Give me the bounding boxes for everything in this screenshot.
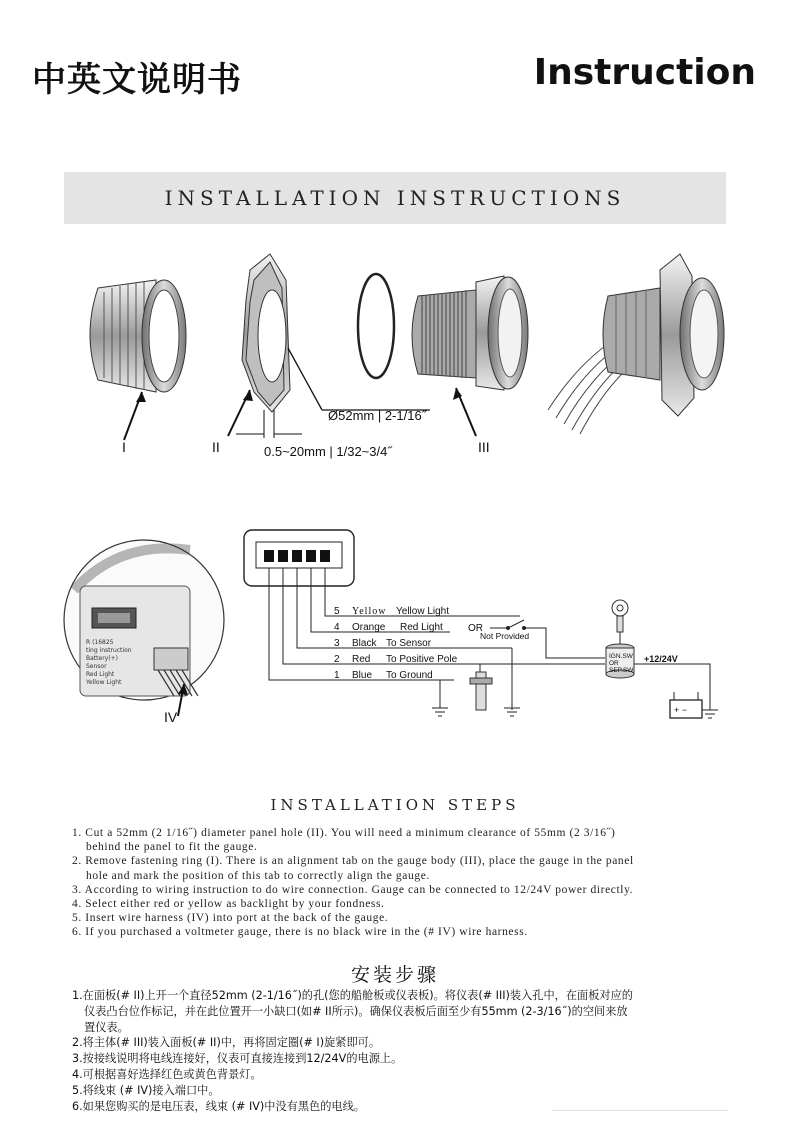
chinese-step-1: 1.在面板(# II)上开一个直径52mm (2-1/16˝)的孔(您的船舱板或仪表板)。将仪表(# III)装入孔中，在面板对应的 [72, 989, 633, 1002]
installation-steps-heading: INSTALLATION STEPS [270, 796, 520, 814]
wire-4-color: Orange [352, 622, 386, 633]
wire-2-color: Red [352, 654, 371, 665]
installation-instructions-banner [64, 172, 726, 224]
thickness-dimension: 0.5~20mm | 1/32~3/4˝ [264, 444, 392, 459]
label-part-iv: IV [164, 709, 178, 725]
wire-4-num: 4 [334, 622, 340, 633]
sensor-icon [470, 672, 492, 710]
switch-label-sep: SEP.SW [609, 667, 634, 674]
chinese-step-6: 6.如果您购买的是电压表，线束 (# IV)中没有黑色的电线。 [72, 1099, 365, 1113]
diameter-dimension: Ø52mm | 2-1/16˝ [328, 408, 427, 423]
chinese-step-4: 4.可根据喜好选择红色或黄色背景灯。 [72, 1067, 262, 1081]
fastening-ring-illustration [90, 280, 186, 440]
switch-label-or: OR [609, 660, 619, 667]
english-step-6: 6. If you purchased a voltmeter gauge, there is no black wire in the (# IV) wire harness. [72, 926, 528, 939]
assembled-gauge-illustration [548, 254, 724, 434]
battery-icon [670, 692, 702, 718]
wire-1-color: Blue [352, 670, 373, 681]
wire-5-color: Yellow [352, 606, 387, 617]
footer-rule [552, 1110, 728, 1111]
wire-3-color: Black [352, 638, 377, 649]
connector-block [244, 530, 354, 586]
english-step-5: 5. Insert wire harness (IV) into port at the back of the gauge. [72, 912, 389, 925]
chinese-steps-list [72, 988, 752, 1114]
page-title-english: Instruction [533, 52, 756, 93]
label-part-ii: II [212, 439, 220, 455]
english-step-1-cont: behind the panel to fit the gauge. [86, 841, 258, 854]
wire-1-num: 1 [334, 670, 340, 681]
gasket-illustration [358, 274, 394, 378]
wire-5-num: 5 [334, 606, 340, 617]
english-step-2: 2. Remove fastening ring (I). There is an alignment tab on the gauge body (III), place the gauge in the panel [72, 855, 634, 868]
voltage-label: +12/24V [644, 654, 678, 664]
english-step-3: 3. According to wiring instruction to do wire connection. Gauge can be connected to 12/24V power directly. [72, 883, 634, 896]
svg-text:Battery(+): Battery(+) [86, 655, 118, 662]
connector-detail-inset [64, 540, 224, 716]
wire-5-desc: Yellow Light [396, 606, 450, 617]
ignition-switch-icon [606, 644, 634, 678]
wiring-diagram [60, 520, 750, 730]
chinese-step-3: 3.按接线说明将电线连接好，仪表可直接连接到12/24V的电源上。 [72, 1052, 403, 1066]
wire-4-desc: Red Light [400, 622, 443, 633]
svg-text:Yellow Light: Yellow Light [86, 679, 122, 686]
chinese-step-5: 5.将线束 (# IV)接入端口中。 [72, 1083, 220, 1097]
parts-diagram [60, 240, 750, 470]
wire-1-desc: To Ground [386, 670, 433, 681]
ignition-key-icon [612, 600, 628, 632]
not-provided-label: Not Provided [480, 631, 530, 641]
chinese-step-1-cont2: 置仪表。 [84, 1020, 129, 1034]
svg-text:Red Light: Red Light [86, 671, 115, 678]
english-step-4: 4. Select either red or yellow as backlight by your fondness. [72, 898, 385, 911]
wire-3-num: 3 [334, 638, 340, 649]
label-part-iii: III [478, 439, 490, 455]
english-steps-list [72, 826, 762, 940]
chinese-step-2: 2.将主体(# III)装入面板(# II)中，再将固定圈(# I)旋紧即可。 [72, 1036, 381, 1050]
label-part-i: I [122, 439, 126, 455]
wire-2-num: 2 [334, 654, 340, 665]
svg-text:R (16825: R (16825 [86, 639, 114, 646]
gauge-body-illustration [412, 276, 528, 436]
or-label: OR [468, 623, 483, 634]
wire-3-desc: To Sensor [386, 638, 432, 649]
svg-text:Sensor: Sensor [86, 663, 107, 670]
switch-label-ign: IGN.SW [609, 653, 633, 660]
svg-text:ting instruction: ting instruction [86, 647, 132, 654]
banner-text: INSTALLATION INSTRUCTIONS [164, 186, 626, 210]
english-step-2-cont: hole and mark the position of this tab to correctly align the gauge. [86, 869, 430, 882]
wire-2-desc: To Positive Pole [386, 654, 458, 665]
svg-text:+ −: + − [674, 705, 688, 715]
english-step-1: 1. Cut a 52mm (2 1/16˝) diameter panel hole (II). You will need a minimum clearance of 55mm (2 3/16˝) [72, 827, 616, 839]
chinese-steps-heading: 安装步骤 [350, 964, 439, 986]
page-title-chinese: 中英文说明书 [32, 60, 242, 100]
chinese-step-1-cont: 仪表凸台位作标记，并在此位置开一小缺口(如# II所示)。确保仪表板后面至少有55mm (2-3/16˝)的空间来放 [84, 1004, 628, 1018]
